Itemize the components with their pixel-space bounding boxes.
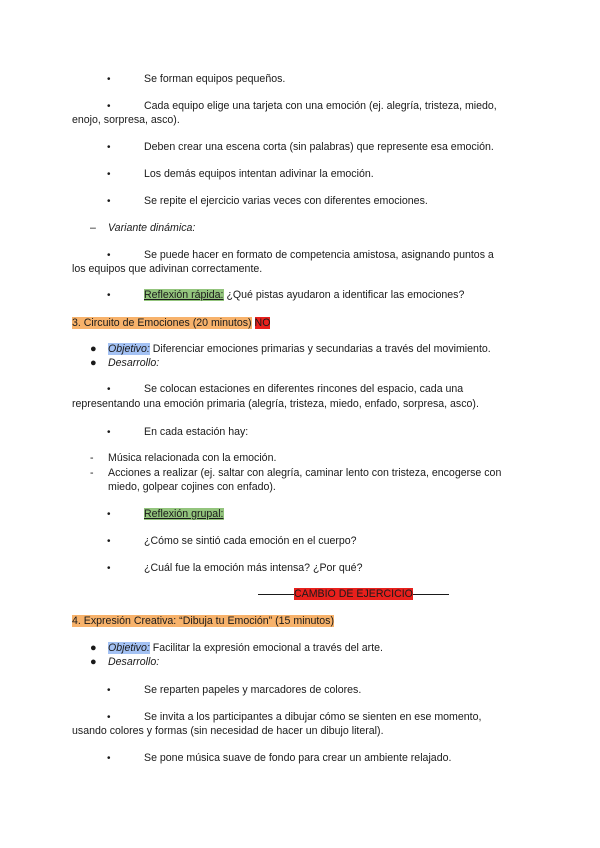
list-item: Se invita a los participantes a dibujar cómo se sienten en ese momento,	[144, 711, 482, 723]
bullet-marker: •	[107, 196, 111, 207]
list-item: En cada estación hay:	[144, 426, 249, 438]
reflection-line	[144, 289, 464, 302]
question-item: ¿Cuál fue la emoción más intensa? ¿Por qué?	[144, 562, 363, 574]
list-item: Se reparten papeles y marcadores de colores.	[144, 684, 362, 696]
list-item: Deben crear una escena corta (sin palabras) que represente esa emoción.	[144, 141, 494, 153]
objective-text: Facilitar la expresión emocional a través del arte.	[149, 642, 383, 654]
dot-marker: ●	[90, 357, 97, 369]
bullet-marker: •	[107, 250, 111, 261]
bullet-marker: •	[107, 563, 111, 574]
objective-line	[108, 343, 491, 356]
objective-text: Diferenciar emociones primarias y secundarias a través del movimiento.	[149, 343, 491, 355]
dash-marker: –	[90, 222, 96, 234]
hyphen-marker: -	[90, 452, 94, 464]
divider-rule-left	[258, 594, 294, 595]
reflection-question: ¿Qué pistas ayudaron a identificar las emociones?	[223, 289, 465, 301]
list-item: Los demás equipos intentan adivinar la emoción.	[144, 168, 374, 180]
status-badge: NO	[254, 317, 271, 329]
reflection-line	[144, 508, 224, 521]
bullet-marker: •	[107, 384, 111, 395]
reflection-label: Reflexión rápida:	[144, 289, 224, 301]
bullet-marker: •	[107, 685, 111, 696]
section-title: 3. Circuito de Emociones (20 minutos)	[72, 317, 252, 329]
sub-item: Acciones a realizar (ej. saltar con alegría, caminar lento con tristeza, encogerse con	[108, 467, 502, 479]
list-item: Se puede hacer en formato de competencia amistosa, asignando puntos a	[144, 249, 494, 261]
sub-item: Música relacionada con la emoción.	[108, 452, 277, 464]
divider-label: CAMBIO DE EJERCICIO	[294, 588, 413, 600]
bullet-marker: •	[107, 74, 111, 85]
bullet-marker: •	[107, 753, 111, 764]
bullet-marker: •	[107, 142, 111, 153]
section-title: 4. Expresión Creativa: “Dibuja tu Emoción” (15 minutos)	[72, 615, 335, 627]
list-item: Cada equipo elige una tarjeta con una emoción (ej. alegría, tristeza, miedo,	[144, 100, 497, 112]
bullet-marker: •	[107, 101, 111, 112]
list-item: Se forman equipos pequeños.	[144, 73, 286, 85]
variant-label: Variante dinámica:	[108, 222, 196, 234]
list-item: Se colocan estaciones en diferentes rincones del espacio, cada una	[144, 383, 464, 395]
bullet-marker: •	[107, 290, 111, 301]
section-3-heading	[72, 317, 270, 330]
list-item-continuation: representando una emoción primaria (alegría, tristeza, miedo, enfado, sorpresa, asco).	[72, 398, 479, 410]
development-label: Desarrollo:	[108, 357, 160, 369]
section-divider	[258, 588, 449, 601]
section-4-heading	[72, 615, 334, 628]
reflection-label: Reflexión grupal:	[144, 508, 224, 520]
bullet-marker: •	[107, 712, 111, 723]
dot-marker: ●	[90, 656, 97, 668]
dot-marker: ●	[90, 642, 97, 654]
list-item-continuation: enojo, sorpresa, asco).	[72, 114, 180, 126]
list-item-continuation: usando colores y formas (sin necesidad de hacer un dibujo literal).	[72, 725, 384, 737]
list-item-continuation: los equipos que adivinan correctamente.	[72, 263, 263, 275]
bullet-marker: •	[107, 509, 111, 520]
sub-item-continuation: miedo, golpear cojines con enfado).	[108, 481, 276, 493]
question-item: ¿Cómo se sintió cada emoción en el cuerpo?	[144, 535, 357, 547]
bullet-marker: •	[107, 536, 111, 547]
bullet-marker: •	[107, 427, 111, 438]
objective-label: Objetivo:	[108, 642, 150, 654]
dot-marker: ●	[90, 343, 97, 355]
divider-rule-right	[413, 594, 449, 595]
bullet-marker: •	[107, 169, 111, 180]
objective-label: Objetivo:	[108, 343, 150, 355]
list-item: Se pone música suave de fondo para crear un ambiente relajado.	[144, 752, 452, 764]
hyphen-marker: -	[90, 467, 94, 479]
objective-line	[108, 642, 383, 655]
development-label: Desarrollo:	[108, 656, 160, 668]
list-item: Se repite el ejercicio varias veces con diferentes emociones.	[144, 195, 428, 207]
